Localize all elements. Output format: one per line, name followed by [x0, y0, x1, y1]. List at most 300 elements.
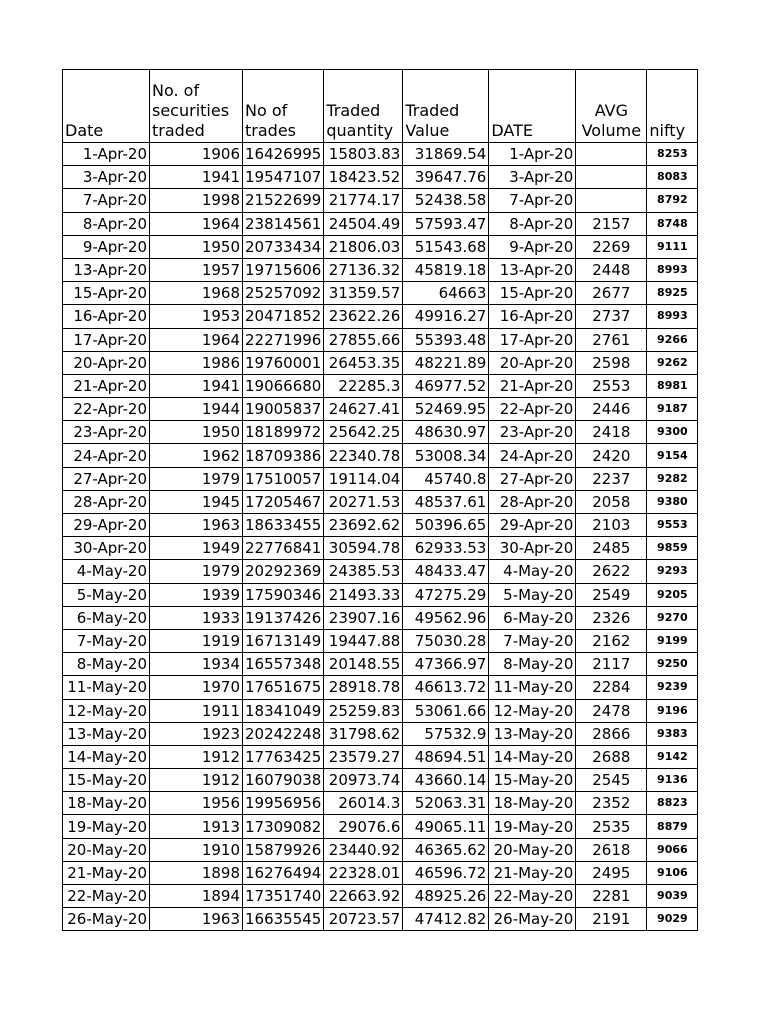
cell-traded-quantity: 22663.92 — [324, 885, 403, 908]
cell-securities-traded: 1963 — [150, 908, 243, 931]
cell-traded-value: 43660.14 — [403, 769, 489, 792]
cell-date-2: 28-Apr-20 — [489, 490, 576, 513]
cell-no-of-trades: 18633455 — [243, 514, 324, 537]
cell-traded-value: 39647.76 — [403, 166, 489, 189]
cell-date-2: 9-Apr-20 — [489, 235, 576, 258]
cell-securities-traded: 1941 — [150, 166, 243, 189]
cell-securities-traded: 1945 — [150, 490, 243, 513]
cell-traded-quantity: 20973.74 — [324, 769, 403, 792]
cell-nifty: 9383 — [647, 722, 698, 745]
cell-nifty: 9553 — [647, 514, 698, 537]
cell-date-2: 24-Apr-20 — [489, 444, 576, 467]
cell-date-2: 15-May-20 — [489, 769, 576, 792]
cell-date: 13-May-20 — [63, 722, 150, 745]
cell-traded-quantity: 30594.78 — [324, 537, 403, 560]
cell-no-of-trades: 19066680 — [243, 374, 324, 397]
cell-securities-traded: 1970 — [150, 676, 243, 699]
cell-avg-volume: 2157 — [576, 212, 647, 235]
table-row — [63, 235, 698, 258]
cell-nifty: 9199 — [647, 629, 698, 652]
cell-nifty: 9300 — [647, 421, 698, 444]
table-row — [63, 514, 698, 537]
cell-securities-traded: 1906 — [150, 143, 243, 166]
cell-traded-value: 49065.11 — [403, 815, 489, 838]
cell-securities-traded: 1944 — [150, 398, 243, 421]
cell-date: 23-Apr-20 — [63, 421, 150, 444]
cell-date: 11-May-20 — [63, 676, 150, 699]
cell-date: 22-Apr-20 — [63, 398, 150, 421]
cell-date: 29-Apr-20 — [63, 514, 150, 537]
cell-traded-quantity: 19447.88 — [324, 629, 403, 652]
cell-securities-traded: 1912 — [150, 745, 243, 768]
cell-nifty: 9039 — [647, 885, 698, 908]
cell-traded-value: 48630.97 — [403, 421, 489, 444]
cell-traded-value: 49562.96 — [403, 606, 489, 629]
cell-no-of-trades: 16635545 — [243, 908, 324, 931]
cell-avg-volume: 2237 — [576, 467, 647, 490]
table-row — [63, 699, 698, 722]
table-body — [63, 143, 698, 931]
cell-date: 16-Apr-20 — [63, 305, 150, 328]
table-row — [63, 374, 698, 397]
cell-traded-quantity: 23579.27 — [324, 745, 403, 768]
cell-securities-traded: 1933 — [150, 606, 243, 629]
cell-nifty: 8879 — [647, 815, 698, 838]
cell-traded-value: 52063.31 — [403, 792, 489, 815]
cell-date-2: 22-Apr-20 — [489, 398, 576, 421]
table-row — [63, 305, 698, 328]
cell-traded-quantity: 27136.32 — [324, 258, 403, 281]
cell-securities-traded: 1950 — [150, 421, 243, 444]
cell-traded-value: 48433.47 — [403, 560, 489, 583]
cell-date-2: 22-May-20 — [489, 885, 576, 908]
cell-traded-value: 64663 — [403, 282, 489, 305]
cell-traded-quantity: 23440.92 — [324, 838, 403, 861]
cell-date-2: 21-Apr-20 — [489, 374, 576, 397]
cell-avg-volume: 2535 — [576, 815, 647, 838]
cell-traded-value: 52469.95 — [403, 398, 489, 421]
table-row — [63, 398, 698, 421]
cell-no-of-trades: 19005837 — [243, 398, 324, 421]
cell-traded-quantity: 24504.49 — [324, 212, 403, 235]
cell-traded-value: 57532.9 — [403, 722, 489, 745]
cell-date: 18-May-20 — [63, 792, 150, 815]
header-nifty: nifty — [647, 70, 698, 143]
cell-traded-value: 46365.62 — [403, 838, 489, 861]
cell-securities-traded: 1934 — [150, 653, 243, 676]
cell-no-of-trades: 19715606 — [243, 258, 324, 281]
cell-traded-quantity: 22285.3 — [324, 374, 403, 397]
cell-date: 19-May-20 — [63, 815, 150, 838]
cell-traded-value: 75030.28 — [403, 629, 489, 652]
cell-nifty: 9205 — [647, 583, 698, 606]
table-row — [63, 861, 698, 884]
table-row — [63, 676, 698, 699]
cell-date: 14-May-20 — [63, 745, 150, 768]
table-row — [63, 490, 698, 513]
cell-no-of-trades: 21522699 — [243, 189, 324, 212]
cell-nifty: 9196 — [647, 699, 698, 722]
cell-traded-quantity: 24385.53 — [324, 560, 403, 583]
cell-securities-traded: 1913 — [150, 815, 243, 838]
cell-traded-value: 46977.52 — [403, 374, 489, 397]
cell-date-2: 29-Apr-20 — [489, 514, 576, 537]
cell-securities-traded: 1986 — [150, 351, 243, 374]
cell-date: 30-Apr-20 — [63, 537, 150, 560]
cell-no-of-trades: 17510057 — [243, 467, 324, 490]
cell-date: 24-Apr-20 — [63, 444, 150, 467]
cell-no-of-trades: 19956956 — [243, 792, 324, 815]
cell-no-of-trades: 16713149 — [243, 629, 324, 652]
cell-date: 4-May-20 — [63, 560, 150, 583]
cell-traded-value: 51543.68 — [403, 235, 489, 258]
cell-date-2: 12-May-20 — [489, 699, 576, 722]
cell-avg-volume: 2162 — [576, 629, 647, 652]
cell-securities-traded: 1912 — [150, 769, 243, 792]
cell-date-2: 16-Apr-20 — [489, 305, 576, 328]
cell-traded-value: 57593.47 — [403, 212, 489, 235]
cell-avg-volume: 2326 — [576, 606, 647, 629]
header-traded-value: Traded Value — [403, 70, 489, 143]
cell-traded-quantity: 31359.57 — [324, 282, 403, 305]
cell-no-of-trades: 18709386 — [243, 444, 324, 467]
cell-nifty: 8253 — [647, 143, 698, 166]
cell-no-of-trades: 19137426 — [243, 606, 324, 629]
cell-no-of-trades: 20733434 — [243, 235, 324, 258]
cell-traded-quantity: 27855.66 — [324, 328, 403, 351]
cell-traded-value: 48221.89 — [403, 351, 489, 374]
cell-securities-traded: 1919 — [150, 629, 243, 652]
cell-avg-volume: 2058 — [576, 490, 647, 513]
table-row — [63, 629, 698, 652]
cell-nifty: 9270 — [647, 606, 698, 629]
cell-securities-traded: 1968 — [150, 282, 243, 305]
cell-date: 26-May-20 — [63, 908, 150, 931]
cell-date-2: 7-May-20 — [489, 629, 576, 652]
header-date-2: DATE — [489, 70, 576, 143]
table-row — [63, 444, 698, 467]
cell-securities-traded: 1964 — [150, 328, 243, 351]
cell-traded-value: 45819.18 — [403, 258, 489, 281]
table-row — [63, 212, 698, 235]
cell-no-of-trades: 18341049 — [243, 699, 324, 722]
cell-avg-volume: 2618 — [576, 838, 647, 861]
cell-nifty: 9239 — [647, 676, 698, 699]
cell-traded-value: 48694.51 — [403, 745, 489, 768]
header-date: Date — [63, 70, 150, 143]
table-row — [63, 560, 698, 583]
cell-nifty: 9250 — [647, 653, 698, 676]
table-row — [63, 328, 698, 351]
cell-date: 15-Apr-20 — [63, 282, 150, 305]
cell-no-of-trades: 18189972 — [243, 421, 324, 444]
cell-no-of-trades: 17651675 — [243, 676, 324, 699]
cell-avg-volume: 2549 — [576, 583, 647, 606]
table-row — [63, 166, 698, 189]
cell-date: 20-May-20 — [63, 838, 150, 861]
cell-date-2: 19-May-20 — [489, 815, 576, 838]
table-row — [63, 792, 698, 815]
cell-securities-traded: 1923 — [150, 722, 243, 745]
cell-date: 3-Apr-20 — [63, 166, 150, 189]
cell-avg-volume: 2117 — [576, 653, 647, 676]
cell-no-of-trades: 20242248 — [243, 722, 324, 745]
cell-nifty: 8993 — [647, 305, 698, 328]
cell-date: 5-May-20 — [63, 583, 150, 606]
cell-avg-volume: 2446 — [576, 398, 647, 421]
cell-date-2: 6-May-20 — [489, 606, 576, 629]
cell-avg-volume: 2281 — [576, 885, 647, 908]
table-row — [63, 421, 698, 444]
cell-traded-quantity: 20723.57 — [324, 908, 403, 931]
cell-avg-volume — [576, 189, 647, 212]
cell-traded-quantity: 20148.55 — [324, 653, 403, 676]
cell-nifty: 8792 — [647, 189, 698, 212]
header-securities-traded: No. of securities traded — [150, 70, 243, 143]
cell-securities-traded: 1950 — [150, 235, 243, 258]
cell-nifty: 9859 — [647, 537, 698, 560]
cell-date-2: 8-Apr-20 — [489, 212, 576, 235]
cell-avg-volume — [576, 143, 647, 166]
cell-avg-volume: 2269 — [576, 235, 647, 258]
cell-date-2: 27-Apr-20 — [489, 467, 576, 490]
cell-traded-quantity: 26453.35 — [324, 351, 403, 374]
cell-date: 1-Apr-20 — [63, 143, 150, 166]
cell-traded-quantity: 18423.52 — [324, 166, 403, 189]
cell-date-2: 8-May-20 — [489, 653, 576, 676]
cell-avg-volume: 2191 — [576, 908, 647, 931]
cell-no-of-trades: 22271996 — [243, 328, 324, 351]
cell-traded-quantity: 21774.17 — [324, 189, 403, 212]
cell-date: 9-Apr-20 — [63, 235, 150, 258]
cell-date-2: 30-Apr-20 — [489, 537, 576, 560]
cell-securities-traded: 1962 — [150, 444, 243, 467]
cell-nifty: 9106 — [647, 861, 698, 884]
cell-securities-traded: 1979 — [150, 467, 243, 490]
table-row — [63, 282, 698, 305]
cell-date: 21-Apr-20 — [63, 374, 150, 397]
header-avg-volume: AVG Volume — [576, 70, 647, 143]
cell-no-of-trades: 17590346 — [243, 583, 324, 606]
table-row — [63, 189, 698, 212]
cell-traded-quantity: 21806.03 — [324, 235, 403, 258]
cell-traded-quantity: 19114.04 — [324, 467, 403, 490]
cell-avg-volume: 2688 — [576, 745, 647, 768]
cell-securities-traded: 1979 — [150, 560, 243, 583]
cell-traded-quantity: 15803.83 — [324, 143, 403, 166]
cell-traded-value: 31869.54 — [403, 143, 489, 166]
cell-nifty: 9380 — [647, 490, 698, 513]
cell-avg-volume: 2478 — [576, 699, 647, 722]
table-row — [63, 769, 698, 792]
cell-date-2: 14-May-20 — [489, 745, 576, 768]
cell-nifty: 9266 — [647, 328, 698, 351]
cell-date-2: 11-May-20 — [489, 676, 576, 699]
cell-traded-value: 50396.65 — [403, 514, 489, 537]
cell-date-2: 4-May-20 — [489, 560, 576, 583]
cell-nifty: 9136 — [647, 769, 698, 792]
cell-traded-quantity: 22340.78 — [324, 444, 403, 467]
cell-traded-value: 48925.26 — [403, 885, 489, 908]
cell-traded-quantity: 23622.26 — [324, 305, 403, 328]
table-row — [63, 908, 698, 931]
cell-traded-value: 47366.97 — [403, 653, 489, 676]
cell-avg-volume: 2545 — [576, 769, 647, 792]
cell-traded-value: 52438.58 — [403, 189, 489, 212]
cell-traded-quantity: 23907.16 — [324, 606, 403, 629]
cell-no-of-trades: 17763425 — [243, 745, 324, 768]
cell-nifty: 9282 — [647, 467, 698, 490]
cell-date: 28-Apr-20 — [63, 490, 150, 513]
cell-traded-value: 53008.34 — [403, 444, 489, 467]
cell-nifty: 8083 — [647, 166, 698, 189]
cell-avg-volume: 2622 — [576, 560, 647, 583]
cell-avg-volume: 2761 — [576, 328, 647, 351]
cell-nifty: 9154 — [647, 444, 698, 467]
cell-securities-traded: 1953 — [150, 305, 243, 328]
cell-date: 8-Apr-20 — [63, 212, 150, 235]
cell-securities-traded: 1898 — [150, 861, 243, 884]
cell-no-of-trades: 15879926 — [243, 838, 324, 861]
cell-date: 7-Apr-20 — [63, 189, 150, 212]
cell-date-2: 20-Apr-20 — [489, 351, 576, 374]
cell-securities-traded: 1957 — [150, 258, 243, 281]
cell-securities-traded: 1949 — [150, 537, 243, 560]
cell-traded-quantity: 21493.33 — [324, 583, 403, 606]
cell-date: 6-May-20 — [63, 606, 150, 629]
cell-traded-quantity: 24627.41 — [324, 398, 403, 421]
cell-avg-volume: 2418 — [576, 421, 647, 444]
cell-date-2: 1-Apr-20 — [489, 143, 576, 166]
cell-no-of-trades: 16276494 — [243, 861, 324, 884]
cell-no-of-trades: 20471852 — [243, 305, 324, 328]
cell-traded-value: 47275.29 — [403, 583, 489, 606]
cell-nifty: 9262 — [647, 351, 698, 374]
table-row — [63, 838, 698, 861]
cell-avg-volume: 2866 — [576, 722, 647, 745]
table-row — [63, 653, 698, 676]
table-row — [63, 606, 698, 629]
cell-date: 27-Apr-20 — [63, 467, 150, 490]
cell-date: 20-Apr-20 — [63, 351, 150, 374]
table-row — [63, 815, 698, 838]
cell-avg-volume: 2103 — [576, 514, 647, 537]
cell-date: 12-May-20 — [63, 699, 150, 722]
table-row — [63, 537, 698, 560]
cell-nifty: 9066 — [647, 838, 698, 861]
cell-securities-traded: 1911 — [150, 699, 243, 722]
cell-no-of-trades: 19760001 — [243, 351, 324, 374]
cell-securities-traded: 1941 — [150, 374, 243, 397]
cell-date-2: 7-Apr-20 — [489, 189, 576, 212]
cell-traded-quantity: 25642.25 — [324, 421, 403, 444]
cell-no-of-trades: 19547107 — [243, 166, 324, 189]
cell-date-2: 15-Apr-20 — [489, 282, 576, 305]
cell-avg-volume: 2420 — [576, 444, 647, 467]
cell-no-of-trades: 16079038 — [243, 769, 324, 792]
cell-avg-volume: 2284 — [576, 676, 647, 699]
table-row — [63, 467, 698, 490]
cell-nifty: 9029 — [647, 908, 698, 931]
cell-traded-quantity: 29076.6 — [324, 815, 403, 838]
cell-date-2: 13-May-20 — [489, 722, 576, 745]
cell-traded-quantity: 31798.62 — [324, 722, 403, 745]
cell-avg-volume: 2495 — [576, 861, 647, 884]
cell-traded-quantity: 28918.78 — [324, 676, 403, 699]
cell-traded-value: 46613.72 — [403, 676, 489, 699]
cell-traded-quantity: 20271.53 — [324, 490, 403, 513]
table-row — [63, 583, 698, 606]
cell-date-2: 17-Apr-20 — [489, 328, 576, 351]
cell-nifty: 9111 — [647, 235, 698, 258]
cell-avg-volume: 2737 — [576, 305, 647, 328]
cell-date: 22-May-20 — [63, 885, 150, 908]
cell-nifty: 8823 — [647, 792, 698, 815]
table-row — [63, 745, 698, 768]
cell-nifty: 8981 — [647, 374, 698, 397]
cell-nifty: 8993 — [647, 258, 698, 281]
cell-traded-quantity: 25259.83 — [324, 699, 403, 722]
cell-date-2: 21-May-20 — [489, 861, 576, 884]
cell-nifty: 9142 — [647, 745, 698, 768]
cell-securities-traded: 1956 — [150, 792, 243, 815]
cell-traded-value: 48537.61 — [403, 490, 489, 513]
cell-date-2: 5-May-20 — [489, 583, 576, 606]
cell-avg-volume: 2677 — [576, 282, 647, 305]
cell-nifty: 8925 — [647, 282, 698, 305]
cell-traded-quantity: 23692.62 — [324, 514, 403, 537]
cell-traded-value: 62933.53 — [403, 537, 489, 560]
cell-date-2: 23-Apr-20 — [489, 421, 576, 444]
cell-nifty: 8748 — [647, 212, 698, 235]
cell-traded-value: 47412.82 — [403, 908, 489, 931]
cell-date: 7-May-20 — [63, 629, 150, 652]
cell-avg-volume: 2448 — [576, 258, 647, 281]
cell-securities-traded: 1964 — [150, 212, 243, 235]
cell-no-of-trades: 25257092 — [243, 282, 324, 305]
cell-traded-value: 45740.8 — [403, 467, 489, 490]
cell-date-2: 13-Apr-20 — [489, 258, 576, 281]
cell-securities-traded: 1998 — [150, 189, 243, 212]
cell-date: 8-May-20 — [63, 653, 150, 676]
cell-no-of-trades: 16426995 — [243, 143, 324, 166]
cell-traded-value: 46596.72 — [403, 861, 489, 884]
cell-avg-volume: 2352 — [576, 792, 647, 815]
cell-no-of-trades: 17205467 — [243, 490, 324, 513]
table-row — [63, 351, 698, 374]
cell-avg-volume: 2553 — [576, 374, 647, 397]
cell-securities-traded: 1910 — [150, 838, 243, 861]
cell-securities-traded: 1963 — [150, 514, 243, 537]
cell-avg-volume: 2485 — [576, 537, 647, 560]
trading-data-table — [62, 69, 698, 931]
cell-no-of-trades: 17351740 — [243, 885, 324, 908]
header-row — [63, 70, 698, 143]
cell-traded-value: 53061.66 — [403, 699, 489, 722]
cell-securities-traded: 1894 — [150, 885, 243, 908]
cell-date: 17-Apr-20 — [63, 328, 150, 351]
header-traded-quantity: Traded quantity — [324, 70, 403, 143]
cell-traded-value: 55393.48 — [403, 328, 489, 351]
header-no-of-trades: No of trades — [243, 70, 324, 143]
cell-traded-quantity: 22328.01 — [324, 861, 403, 884]
cell-date-2: 20-May-20 — [489, 838, 576, 861]
cell-no-of-trades: 17309082 — [243, 815, 324, 838]
cell-nifty: 9187 — [647, 398, 698, 421]
cell-date: 21-May-20 — [63, 861, 150, 884]
cell-traded-quantity: 26014.3 — [324, 792, 403, 815]
cell-date: 13-Apr-20 — [63, 258, 150, 281]
